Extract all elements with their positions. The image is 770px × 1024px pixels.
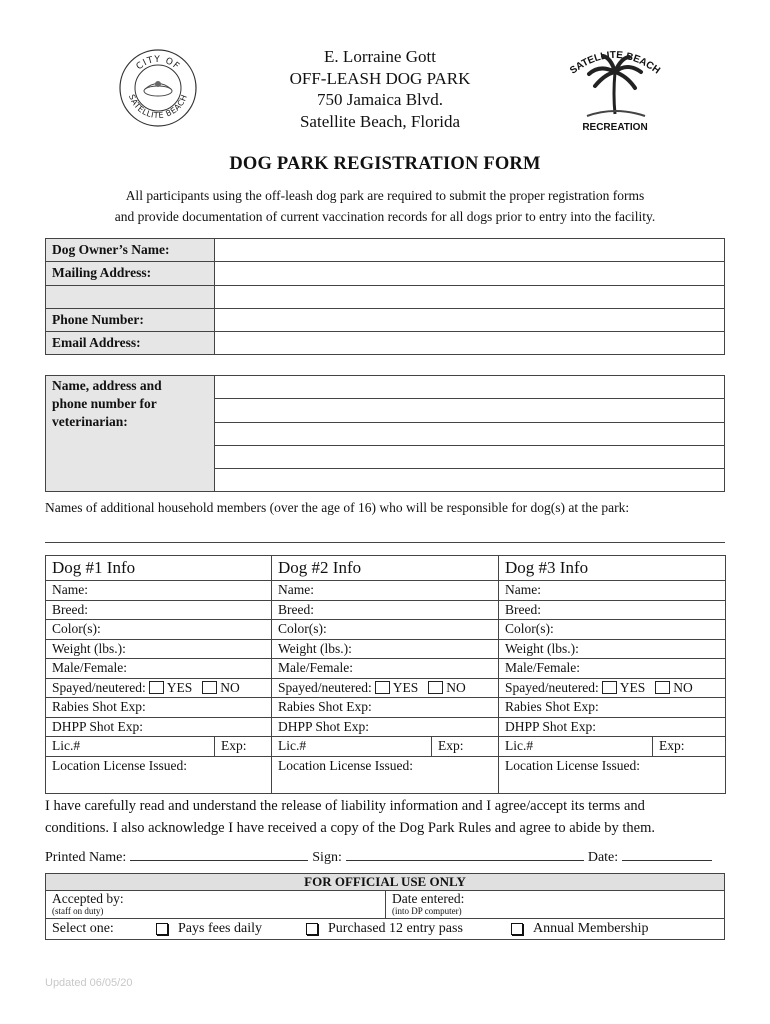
- lic-divider: [214, 737, 215, 756]
- vet-field-4[interactable]: [215, 445, 725, 468]
- yes-label: YES: [166, 679, 193, 695]
- mailing-address-label-2: [46, 285, 215, 308]
- lic-divider: [652, 737, 653, 756]
- entry-pass-checkbox[interactable]: [306, 923, 318, 935]
- exp-label: Exp:: [438, 738, 464, 753]
- printed-name-field[interactable]: [130, 846, 308, 861]
- spayed-label: Spayed/neutered:: [278, 679, 372, 695]
- vet-field-3[interactable]: [215, 422, 725, 445]
- daily-checkbox[interactable]: [156, 923, 168, 935]
- owner-name-label: Dog Owner’s Name:: [46, 239, 215, 262]
- dog-3-license[interactable]: [499, 737, 726, 757]
- dog-3-weight[interactable]: Weight (lbs.):: [499, 639, 726, 659]
- park-type: OFF-LEASH DOG PARK: [289, 68, 471, 88]
- liability-agreement: [45, 796, 735, 839]
- email-label: Email Address:: [46, 332, 215, 355]
- dog-2-location[interactable]: Location License Issued:: [272, 757, 499, 794]
- annual-checkbox[interactable]: [511, 923, 523, 935]
- dog-2-color[interactable]: Color(s):: [272, 620, 499, 640]
- vet-field-2[interactable]: [215, 399, 725, 422]
- select-one-row: [46, 919, 725, 940]
- dog-1-breed[interactable]: Breed:: [46, 600, 272, 620]
- lic-label: Lic.#: [278, 738, 307, 753]
- dog-3-name[interactable]: Name:: [499, 581, 726, 601]
- dog-1-rabies[interactable]: Rabies Shot Exp:: [46, 698, 272, 718]
- dog-info-table: [45, 555, 726, 794]
- signature-field[interactable]: [346, 846, 584, 861]
- recreation-logo: [565, 44, 665, 134]
- vet-label-line-3: veterinarian:: [52, 414, 128, 429]
- lic-label: Lic.#: [505, 738, 534, 753]
- select-one-label: Select one:: [52, 921, 114, 936]
- lic-divider: [431, 737, 432, 756]
- yes-label: YES: [619, 679, 646, 695]
- date-entered-label: Date entered:: [392, 891, 465, 906]
- printed-name-label: Printed Name:: [45, 850, 127, 865]
- mailing-address-field-2[interactable]: [215, 285, 725, 308]
- dog-3-rabies[interactable]: Rabies Shot Exp:: [499, 698, 726, 718]
- email-field[interactable]: [215, 332, 725, 355]
- yes-label: YES: [392, 679, 419, 695]
- spayed-no-checkbox[interactable]: [428, 681, 443, 694]
- park-city: Satellite Beach, Florida: [299, 111, 461, 131]
- svg-text:SATELLITE BEACH: [127, 93, 189, 120]
- exp-label: Exp:: [659, 738, 685, 753]
- sign-label: Sign:: [312, 850, 342, 865]
- daily-label: Pays fees daily: [178, 921, 262, 936]
- dog-2-breed[interactable]: Breed:: [272, 600, 499, 620]
- owner-name-field[interactable]: [215, 239, 725, 262]
- mailing-address-label: Mailing Address:: [46, 262, 215, 285]
- updated-footer: Updated 06/05/20: [45, 977, 133, 989]
- dog-2-dhpp[interactable]: DHPP Shot Exp:: [272, 717, 499, 737]
- date-field[interactable]: [622, 846, 712, 861]
- date-entered-note: (into DP computer): [392, 906, 462, 916]
- accepted-by-label: Accepted by:: [52, 891, 124, 906]
- veterinarian-label: [46, 376, 215, 492]
- no-label: NO: [220, 679, 240, 695]
- city-seal-logo: [118, 48, 198, 128]
- intro-line-2: and provide documentation of current vaccination records for all dogs prior to entry into the facility.: [114, 209, 656, 224]
- dog-2-spayed: [272, 678, 499, 698]
- spayed-no-checkbox[interactable]: [655, 681, 670, 694]
- vet-label-line-2: phone number for: [52, 396, 157, 411]
- dog-3-location[interactable]: Location License Issued:: [499, 757, 726, 794]
- option-annual[interactable]: [511, 919, 648, 939]
- park-street: 750 Jamaica Blvd.: [316, 90, 444, 109]
- intro-text: [40, 185, 730, 227]
- spayed-yes-checkbox[interactable]: [149, 681, 164, 694]
- vet-field-1[interactable]: [215, 376, 725, 399]
- seal-bottom-text: SATELLITE BEACH: [126, 93, 190, 121]
- no-label: NO: [673, 679, 693, 695]
- spayed-label: Spayed/neutered:: [505, 679, 599, 695]
- dog-2-license[interactable]: [272, 737, 499, 757]
- spayed-label: Spayed/neutered:: [52, 679, 146, 695]
- dog-1-sex[interactable]: Male/Female:: [46, 659, 272, 679]
- vet-field-5[interactable]: [215, 469, 725, 492]
- dog-2-name[interactable]: Name:: [272, 581, 499, 601]
- dog-1-name[interactable]: Name:: [46, 581, 272, 601]
- entry-pass-label: Purchased 12 entry pass: [328, 921, 463, 936]
- signature-row: [45, 846, 735, 866]
- dog-1-color[interactable]: Color(s):: [46, 620, 272, 640]
- dog-1-spayed: [46, 678, 272, 698]
- spayed-no-checkbox[interactable]: [202, 681, 217, 694]
- dog-1-weight[interactable]: Weight (lbs.):: [46, 639, 272, 659]
- dog-3-title: Dog #3 Info: [499, 556, 726, 581]
- rec-top-text: SATELLITE BEACH: [568, 49, 662, 77]
- date-entered-field[interactable]: [386, 891, 725, 919]
- lic-label: Lic.#: [52, 738, 81, 753]
- svg-text:CITY OF: [135, 55, 182, 72]
- no-label: NO: [446, 679, 466, 695]
- date-label: Date:: [587, 850, 619, 865]
- agreement-line-2: conditions. I also acknowledge I have received a copy of the Dog Park Rules and agree to abide by them.: [45, 819, 656, 836]
- official-use-table: [45, 873, 725, 940]
- dog-2-title: Dog #2 Info: [272, 556, 499, 581]
- veterinarian-table: [45, 375, 725, 492]
- dog-2-weight[interactable]: Weight (lbs.):: [272, 639, 499, 659]
- accepted-by-field[interactable]: [46, 891, 386, 919]
- vet-label-line-1: Name, address and: [52, 378, 162, 393]
- dog-1-license[interactable]: [46, 737, 272, 757]
- agreement-line-1: I have carefully read and understand the release of liability information and I agree/accept its terms and: [45, 798, 645, 814]
- park-name: E. Lorraine Gott: [324, 47, 436, 66]
- dog-2-rabies[interactable]: Rabies Shot Exp:: [272, 698, 499, 718]
- exp-label: Exp:: [221, 738, 247, 753]
- dog-3-sex[interactable]: Male/Female:: [499, 659, 726, 679]
- dog-3-spayed: [499, 678, 726, 698]
- household-members-label: Names of additional household members (over the age of 16) who will be responsible for dog(s) at the park:: [45, 500, 630, 515]
- dog-2-sex[interactable]: Male/Female:: [272, 659, 499, 679]
- option-12-entry[interactable]: [306, 919, 511, 939]
- official-heading: FOR OFFICIAL USE ONLY: [46, 874, 725, 891]
- park-header: [230, 46, 530, 132]
- option-daily[interactable]: [156, 919, 306, 939]
- dog-3-color[interactable]: Color(s):: [499, 620, 726, 640]
- dog-3-dhpp[interactable]: DHPP Shot Exp:: [499, 717, 726, 737]
- rec-bottom-text: RECREATION: [582, 122, 648, 133]
- owner-info-table: [45, 238, 725, 355]
- spayed-yes-checkbox[interactable]: [602, 681, 617, 694]
- phone-label: Phone Number:: [46, 308, 215, 331]
- intro-line-1: All participants using the off-leash dog park are required to submit the proper registration forms: [125, 188, 645, 203]
- seal-top-text: CITY OF: [134, 54, 182, 73]
- mailing-address-field[interactable]: [215, 262, 725, 285]
- annual-label: Annual Membership: [533, 921, 649, 936]
- dog-1-title: Dog #1 Info: [46, 556, 272, 581]
- phone-field[interactable]: [215, 308, 725, 331]
- dog-3-breed[interactable]: Breed:: [499, 600, 726, 620]
- form-title: DOG PARK REGISTRATION FORM: [229, 154, 541, 174]
- accepted-by-note: (staff on duty): [52, 906, 104, 916]
- spayed-yes-checkbox[interactable]: [375, 681, 390, 694]
- dog-1-location[interactable]: Location License Issued:: [46, 757, 272, 794]
- dog-1-dhpp[interactable]: DHPP Shot Exp:: [46, 717, 272, 737]
- household-members-field[interactable]: [45, 542, 725, 543]
